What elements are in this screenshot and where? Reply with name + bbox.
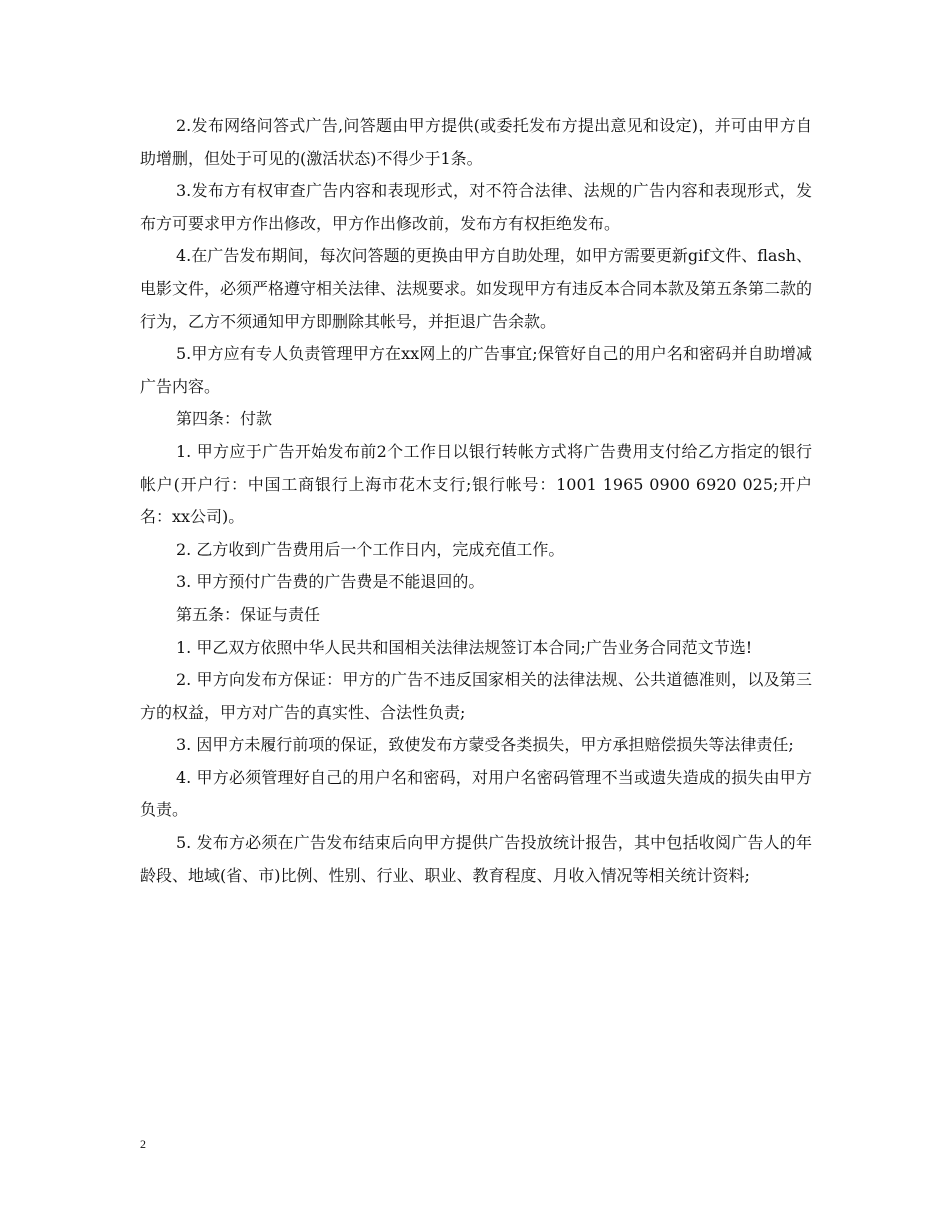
paragraph-clause-4-1: 1. 甲方应于广告开始发布前2个工作日以银行转帐方式将广告费用支付给乙方指定的银行帐户(开户行：中国工商银行上海市花木支行;银行帐号：1001 1965 0900 6920 025;开户名：xx公司)。: [140, 441, 812, 527]
page-number: 2: [140, 1137, 146, 1151]
paragraph-clause-5-1: 1. 甲乙双方依照中华人民共和国相关法律法规签订本合同;广告业务合同范文节选!: [176, 637, 753, 657]
paragraph-clause-4-3: 3. 甲方预付广告费的广告费是不能退回的。: [176, 572, 485, 592]
paragraph-clause-3-3: 3.发布方有权审查广告内容和表现形式，对不符合法律、法规的广告内容和表现形式，发布方可要求甲方作出修改，甲方作出修改前，发布方有权拒绝发布。: [140, 181, 812, 233]
paragraph-clause-4-2: 2. 乙方收到广告费用后一个工作日内，完成充值工作。: [176, 539, 565, 559]
paragraph-clause-3-2: 2.发布网络问答式广告,问答题由甲方提供(或委托发布方提出意见和设定)，并可由甲方自助增删，但处于可见的(激活状态)不得少于1条。: [140, 116, 812, 168]
section-heading-article-5: 第五条：保证与责任: [176, 604, 321, 624]
document-page: [140, 110, 812, 1190]
paragraph-clause-3-5: 5.甲方应有专人负责管理甲方在xx网上的广告事宜;保管好自己的用户名和密码并自助增减广告内容。: [140, 344, 812, 396]
paragraph-clause-5-5: 5. 发布方必须在广告发布结束后向甲方提供广告投放统计报告，其中包括收阅广告人的年龄段、地域(省、市)比例、性别、行业、职业、教育程度、月收入情况等相关统计资料;: [140, 833, 812, 885]
paragraph-clause-5-3: 3. 因甲方未履行前项的保证，致使发布方蒙受各类损失，甲方承担赔偿损失等法律责任;: [176, 735, 794, 755]
paragraph-clause-5-4: 4. 甲方必须管理好自己的用户名和密码，对用户名密码管理不当或遗失造成的损失由甲方负责。: [140, 767, 812, 820]
section-heading-article-4: 第四条：付款: [176, 409, 273, 429]
paragraph-clause-3-4: 4.在广告发布期间，每次问答题的更换由甲方自助处理，如甲方需要更新gif文件、flash、电影文件，必须严格遵守相关法律、法规要求。如发现甲方有违反本合同本款及第五条第二款的行为，乙方不须通知甲方即删除其帐号，并拒退广告余款。: [140, 246, 813, 331]
paragraph-clause-5-2: 2. 甲方向发布方保证：甲方的广告不违反国家相关的法律法规、公共道德准则，以及第三方的权益，甲方对广告的真实性、合法性负责;: [140, 670, 812, 722]
